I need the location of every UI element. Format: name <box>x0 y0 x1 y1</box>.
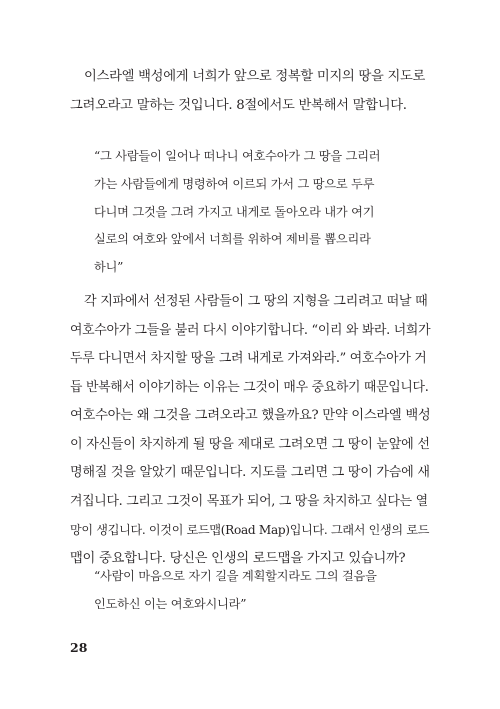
text-line: 맵이 중요합니다. 당신은 인생의 로드맵을 가지고 있습니까? <box>70 550 406 566</box>
text-line: 각 지파에서 선정된 사람들이 그 땅의 지형을 그리려고 떠날 때 <box>84 294 428 309</box>
scripture-quote-2 <box>94 563 414 619</box>
quote-line: “그 사람들이 일어나 떠나니 여호수아가 그 땅을 그리러 <box>94 149 381 163</box>
quote-line: 하니” <box>94 260 124 275</box>
quote-line: “사람이 마음으로 자기 길을 계획할지라도 그의 걸음을 <box>94 569 377 583</box>
text-line: 여호수아가 그들을 불러 다시 이야기합니다. “이리 와 봐라. 너희가 <box>70 322 431 338</box>
text-line: 명해질 것을 알았기 때문입니다. 지도를 그리면 그 땅이 가슴에 새 <box>70 465 430 480</box>
text-line: 이 자신들이 차지하게 될 땅을 제대로 그려오면 그 땅이 눈앞에 선 <box>70 436 430 452</box>
paragraph-2 <box>70 288 430 573</box>
scripture-quote-1 <box>94 143 414 282</box>
text-line: 여호수아는 왜 그것을 그려오라고 했을까요? 만약 이스라엘 백성 <box>70 408 431 423</box>
quote-line: 다니며 그것을 그려 가지고 내게로 돌아오라 내가 여기 <box>94 204 375 219</box>
text-line: 그려오라고 말하는 것입니다. 8절에서도 반복해서 말합니다. <box>70 97 407 113</box>
quote-line: 가는 사람들에게 명령하여 이르되 가서 그 땅으로 두루 <box>94 176 375 191</box>
text-line: 두루 다니면서 차지할 땅을 그려 내게로 가져와라.” 여호수아가 거 <box>70 351 427 366</box>
text-line: 듭 반복해서 이야기하는 이유는 그것이 매우 중요하기 때문입니다. <box>70 379 429 395</box>
text-line: 망이 생깁니다. 이것이 로드맵(Road Map)입니다. 그래서 인생의 로드 <box>70 523 430 537</box>
page-number: 28 <box>70 640 88 655</box>
text-line: 이스라엘 백성에게 너희가 앞으로 정복할 미지의 땅을 지도로 <box>84 69 426 84</box>
paragraph-1 <box>70 63 430 120</box>
quote-line: 인도하신 이는 여호와시니라” <box>94 596 247 611</box>
text-line: 겨집니다. 그리고 그것이 목표가 되어, 그 땅을 차지하고 싶다는 열 <box>70 493 428 509</box>
quote-line: 실로의 여호와 앞에서 너희를 위하여 제비를 뽑으리라 <box>94 232 371 247</box>
